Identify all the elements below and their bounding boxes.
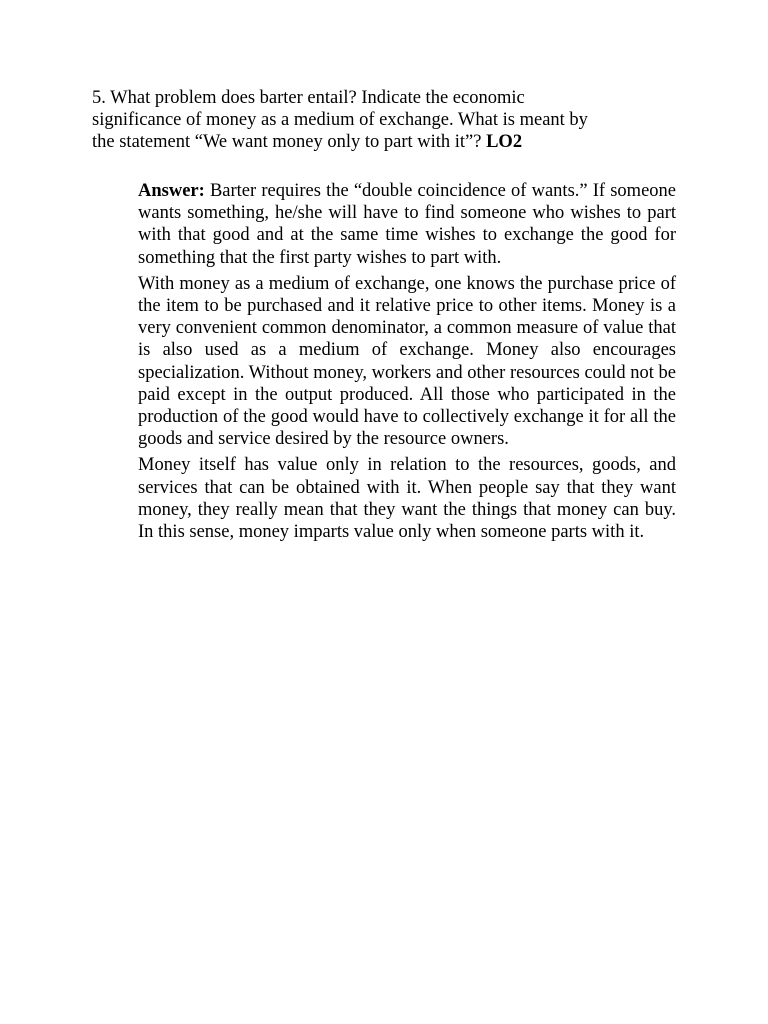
question-text <box>92 87 612 153</box>
answer-paragraph-1 <box>138 180 676 269</box>
answer-paragraph-2: With money as a medium of exchange, one knows the purchase price of the item to be purchased and it relative price to other items. Money is a very convenient common denominator, a common measure of value that is also used as a medium of exchange. Money also encourages specialization. Without money, workers and other resources could not be paid except in the output produced. All those who participated in the production of the good would have to collectively exchange it for all the goods and service desired by the resource owners. <box>138 273 676 450</box>
answer-block <box>138 180 676 547</box>
question-body: 5. What problem does barter entail? Indicate the economic significance of money as a medium of exchange. What is meant by the statement “We want money only to part with it”? <box>92 88 588 152</box>
answer-paragraph-3: Money itself has value only in relation to the resources, goods, and services that can be obtained with it. When people say that they want money, they really mean that they want the things that money can buy. In this sense, money imparts value only when someone parts with it. <box>138 455 676 543</box>
learning-objective-tag: LO2 <box>486 132 523 152</box>
answer-paragraph-1-text: Barter requires the “double coincidence of wants.” If someone wants something, he/she will have to find someone who wishes to part with that good and at the same time wishes to exchange the good for something that the first party wishes to part with. <box>138 181 676 268</box>
answer-label: Answer: <box>138 181 205 201</box>
